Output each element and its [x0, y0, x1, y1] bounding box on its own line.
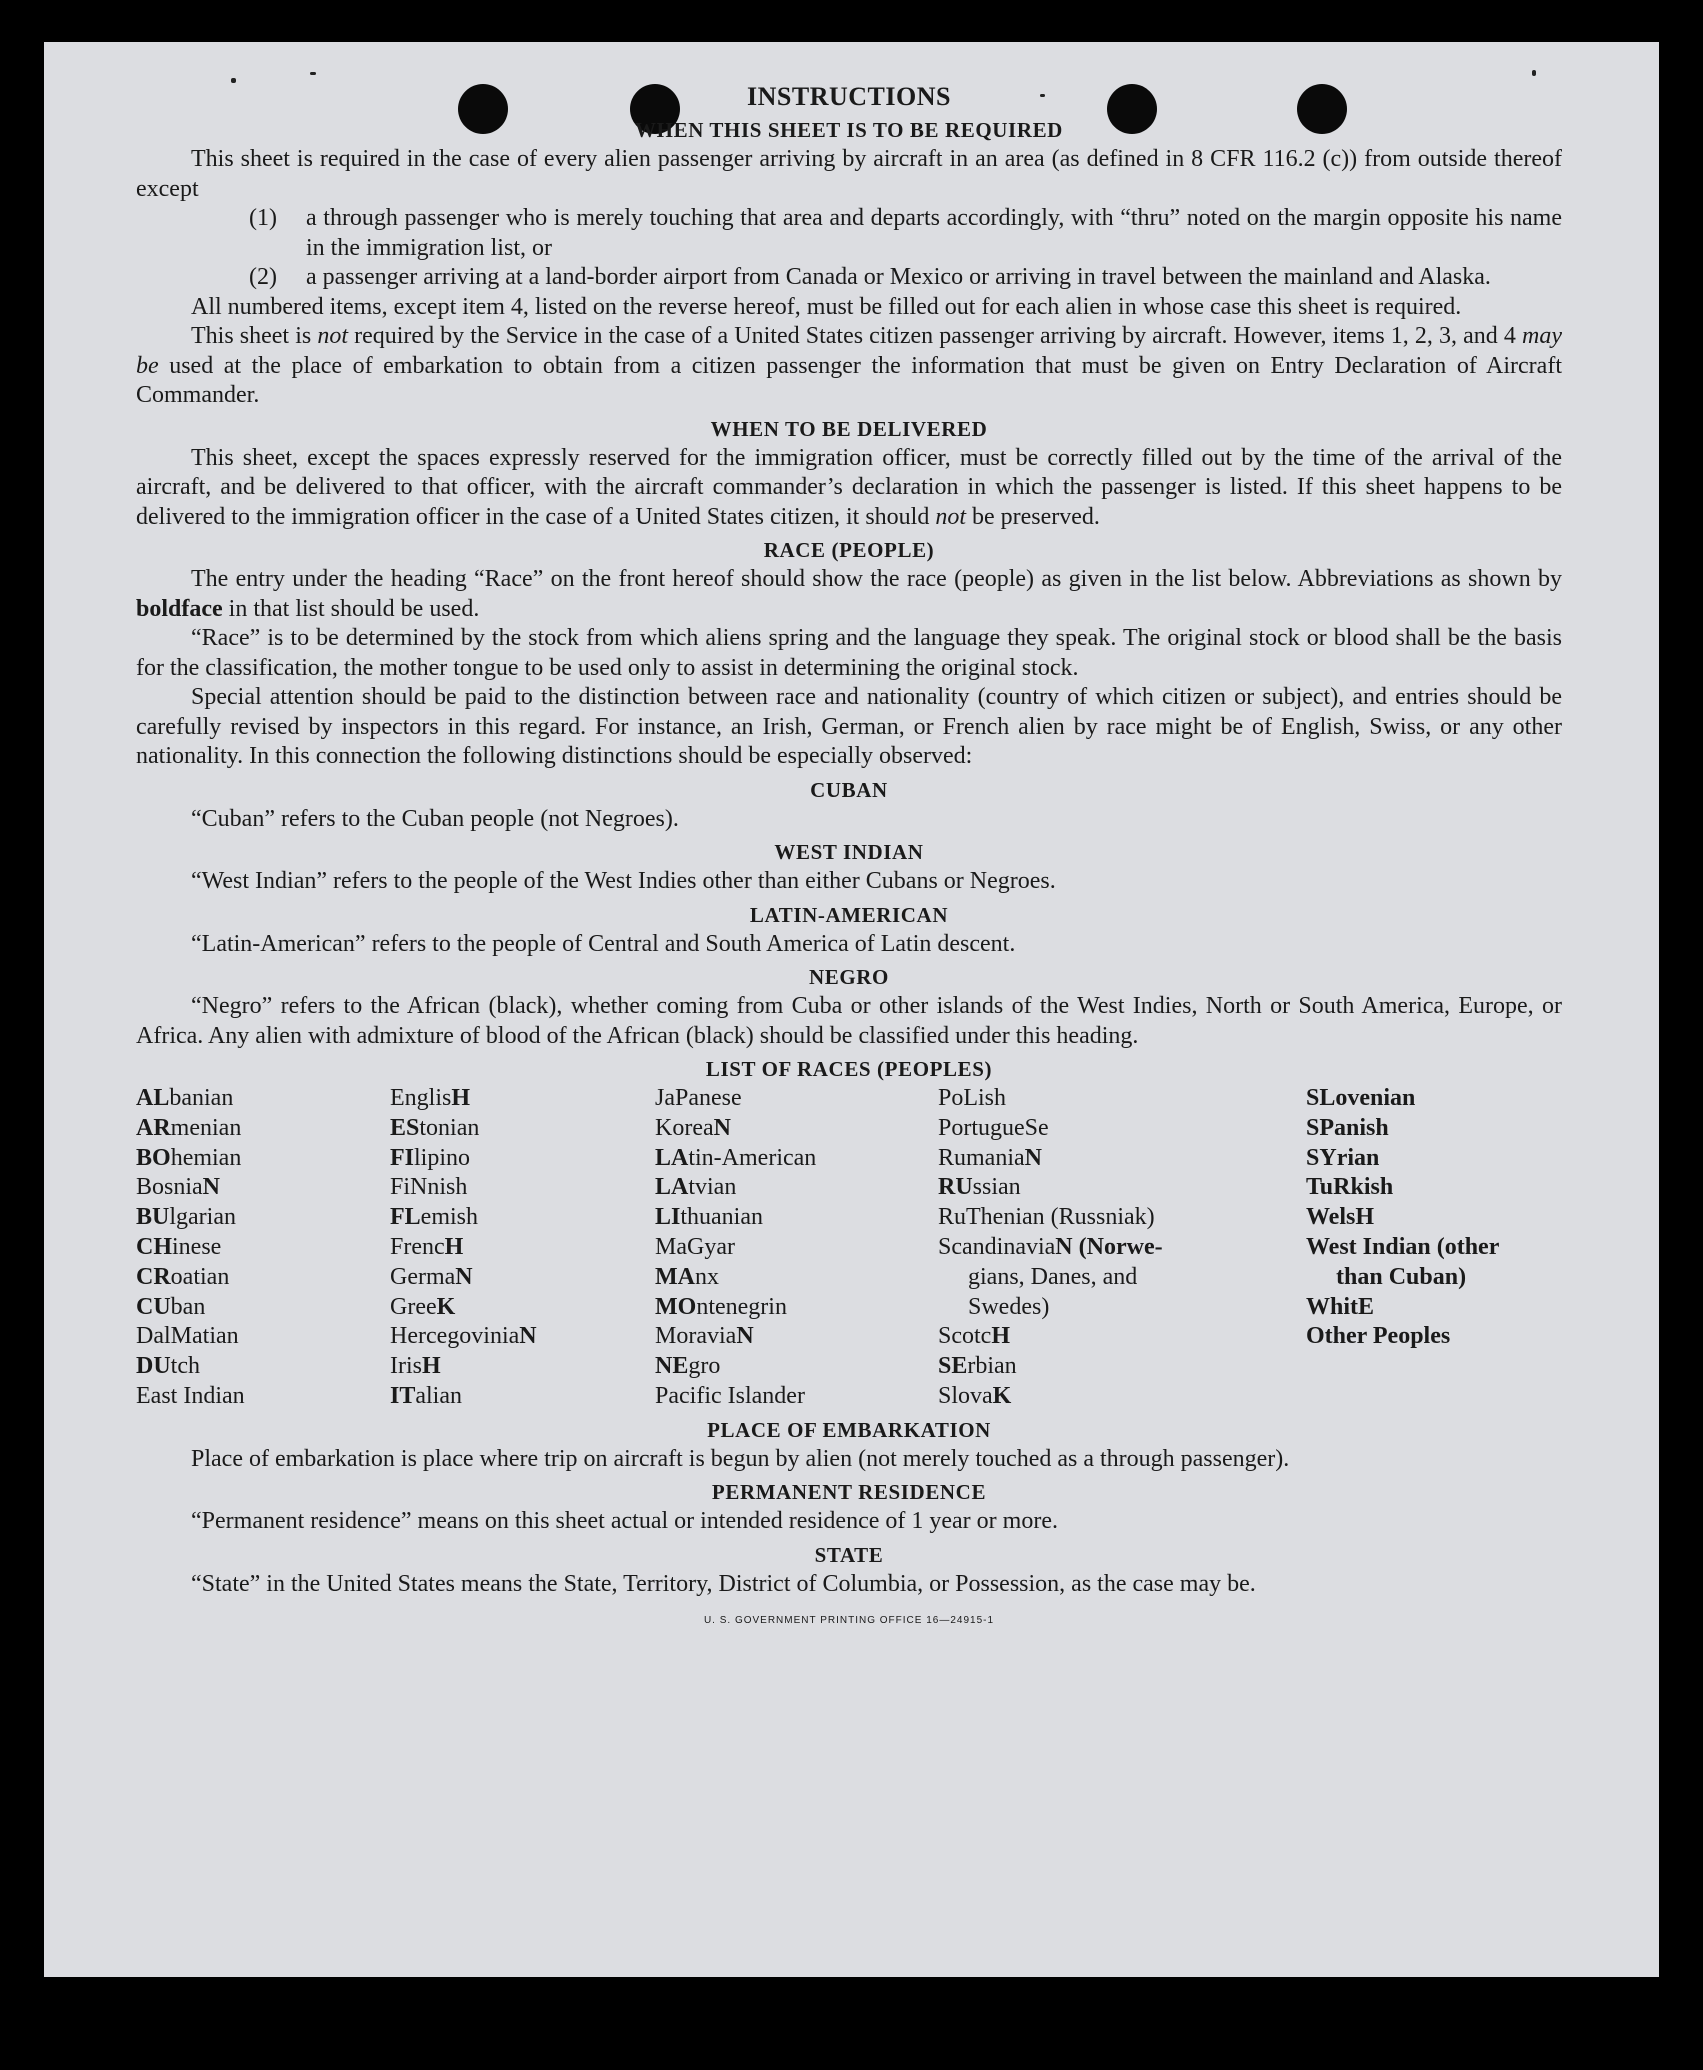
race-entry: gians, Danes, and: [968, 1263, 1138, 1290]
race-paragraph-2: “Race” is to be determined by the stock from which aliens spring and the language they speak. The original stock or blood shall be the basis for the classification, the mother tongue to be used only to assist in determining the original stock.: [136, 625, 1562, 681]
residence-definition: “Permanent residence” means on this sheet actual or intended residence of 1 year or more.: [191, 1508, 1058, 1535]
exception-item-1: [249, 204, 1562, 263]
heading-negro: NEGRO: [808, 965, 889, 989]
item-number: (2): [249, 264, 277, 290]
heading-when-required: WHEN THIS SHEET IS TO BE REQUIRED: [635, 118, 1063, 142]
negro-definition: “Negro” refers to the African (black), whether coming from Cuba or other islands of the West Indies, North or South America, Europe, or Africa. Any alien with admixture of blood of the African (black) should be classified under this heading.: [136, 993, 1562, 1049]
race-entry: Pacific Islander: [655, 1382, 805, 1409]
race-entry: DalMatian: [136, 1323, 239, 1350]
latin-american-definition: “Latin-American” refers to the people of Central and South America of Latin descent.: [191, 930, 1016, 957]
race-paragraph-3: Special attention should be paid to the distinction between race and nationality (country of which citizen or subject), and entries should be carefully revised by inspectors in this regard. For instance, an Irish, German, or French alien by race might be of English, Swiss, or any other nationality. In this connection the following distinctions should be especially observed:: [136, 684, 1562, 769]
race-column-3: [655, 1084, 938, 1412]
heading-state: STATE: [814, 1542, 884, 1567]
race-entry: RUssian: [938, 1174, 1021, 1201]
race-entry: FrencH: [390, 1233, 464, 1260]
race-entry: Swedes): [968, 1293, 1050, 1320]
race-column-4: [938, 1084, 1306, 1412]
heading-when-delivered: WHEN TO BE DELIVERED: [710, 416, 988, 441]
document-sheet: [44, 42, 1659, 1977]
heading-cuban: CUBAN: [810, 777, 888, 802]
race-entry: BosniaN: [136, 1174, 221, 1201]
citizen-paragraph: This sheet is not required by the Service in the case of a United States citizen passenger arriving by aircraft. However, items 1, 2, 3, and 4 may be used at the place of embarkation to obtain from a citizen passenger the information that must be given on Entry Declaration of Aircraft Commander.: [136, 323, 1562, 408]
race-entry: than Cuban): [1336, 1263, 1467, 1290]
race-entry: ALbanian: [136, 1085, 234, 1111]
race-entry: HercegoviniaN: [390, 1323, 537, 1350]
race-entry: KoreaN: [655, 1114, 731, 1141]
item-text: a passenger arriving at a land-border airport from Canada or Mexico or arriving in travel between the mainland and Alaska.: [306, 264, 1491, 290]
race-entry: FLemish: [390, 1204, 478, 1231]
race-entry: LAtvian: [655, 1174, 737, 1201]
race-entry: EStonian: [390, 1114, 480, 1141]
race-entry: SErbian: [938, 1353, 1017, 1380]
race-entry: ARmenian: [136, 1114, 242, 1141]
race-paragraph-1: The entry under the heading “Race” on the front hereof should show the race (people) as given in the list below. Abbreviations as shown by boldface in that list should be used.: [136, 566, 1562, 622]
heading-list-of-races: LIST OF RACES (PEOPLES): [705, 1057, 993, 1081]
race-entry: GreeK: [390, 1293, 456, 1320]
race-entry: TuRkish: [1306, 1174, 1394, 1201]
delivery-paragraph: This sheet, except the spaces expressly reserved for the immigration officer, must be correctly filled out by the time of the arrival of the aircraft, and be delivered to that officer, with the aircraft commander’s declaration in which the passenger is listed. If this sheet happens to be delivered to the immigration officer in the case of a United States citizen, it should not be preserved.: [136, 444, 1562, 530]
race-entry: PortugueSe: [938, 1114, 1049, 1141]
race-entry: Other Peoples: [1306, 1323, 1451, 1350]
race-entry: DUtch: [136, 1353, 200, 1380]
race-entry: MaGyar: [655, 1233, 735, 1260]
race-entry: MAnx: [655, 1263, 719, 1290]
race-entry: CRoatian: [136, 1263, 230, 1290]
race-entry: IrisH: [390, 1353, 441, 1380]
race-entry: CUban: [136, 1293, 206, 1320]
race-entry: WhitE: [1306, 1293, 1375, 1320]
ink-speck: [1532, 70, 1536, 76]
state-definition: “State” in the United States means the State, Territory, District of Columbia, or Possession, as the case may be.: [191, 1570, 1256, 1597]
page-title: INSTRUCTIONS: [747, 82, 951, 111]
race-entry: BOhemian: [136, 1144, 242, 1171]
race-list: [136, 1084, 1562, 1412]
item-number: (1): [249, 205, 277, 231]
race-entry: ScotcH: [938, 1323, 1010, 1350]
instructions-content: [136, 82, 1562, 1626]
race-entry: NEgro: [655, 1353, 721, 1380]
race-column-2: [390, 1084, 655, 1412]
when-required-intro: This sheet is required in the case of every alien passenger arriving by aircraft in an area (as defined in 8 CFR 116.2 (c)) from outside thereof except: [136, 146, 1562, 202]
race-entry: FIlipino: [390, 1144, 471, 1171]
heading-race: RACE (PEOPLE): [763, 538, 935, 562]
race-entry: PoLish: [938, 1085, 1007, 1111]
heading-latin-american: LATIN-AMERICAN: [749, 902, 949, 927]
numbered-items-paragraph: All numbered items, except item 4, listed on the reverse hereof, must be filled out for each alien in whose case this sheet is required.: [191, 293, 1462, 320]
item-text: a through passenger who is merely touching that area and departs accordingly, with “thru” noted on the margin opposite his name in the immigration list, or: [306, 205, 1562, 261]
race-entry: SlovaK: [938, 1382, 1012, 1409]
race-entry: ITalian: [390, 1382, 462, 1409]
west-indian-definition: “West Indian” refers to the people of the West Indies other than either Cubans or Negroes.: [191, 868, 1056, 894]
race-entry: FiNnish: [390, 1174, 468, 1201]
exception-item-2: [249, 263, 1562, 293]
race-entry: SYrian: [1306, 1144, 1380, 1171]
race-entry: SLovenian: [1306, 1085, 1416, 1111]
race-entry: East Indian: [136, 1382, 245, 1409]
ink-speck: [310, 72, 316, 75]
race-entry: JaPanese: [655, 1085, 742, 1111]
race-entry: West Indian (other: [1306, 1233, 1500, 1260]
race-column-1: [136, 1084, 390, 1412]
race-entry: GermaN: [390, 1263, 473, 1290]
race-entry: ScandinaviaN (Norwe-: [938, 1233, 1163, 1260]
heading-residence: PERMANENT RESIDENCE: [711, 1480, 987, 1505]
race-entry: CHinese: [136, 1233, 222, 1260]
race-entry: RumaniaN: [938, 1144, 1042, 1171]
heading-embarkation: PLACE OF EMBARKATION: [707, 1417, 991, 1442]
race-entry: MoraviaN: [655, 1323, 754, 1350]
race-column-5: [1306, 1084, 1562, 1412]
embarkation-definition: Place of embarkation is place where trip on aircraft is begun by alien (not merely touched as a through passenger).: [191, 1445, 1290, 1472]
printing-office-footer: U. S. GOVERNMENT PRINTING OFFICE 16—24915-1: [703, 1615, 995, 1627]
cuban-definition: “Cuban” refers to the Cuban people (not Negroes).: [191, 805, 679, 832]
race-entry: LIthuanian: [655, 1204, 763, 1231]
race-entry: MOntenegrin: [655, 1293, 787, 1320]
race-entry: SPanish: [1306, 1114, 1389, 1141]
race-entry: LAtin-American: [655, 1144, 817, 1171]
heading-west-indian: WEST INDIAN: [774, 840, 924, 864]
race-entry: WelsH: [1306, 1204, 1375, 1231]
race-entry: RuThenian (Russniak): [938, 1204, 1155, 1231]
race-entry: EnglisH: [390, 1085, 471, 1111]
race-entry: BUlgarian: [136, 1204, 236, 1231]
